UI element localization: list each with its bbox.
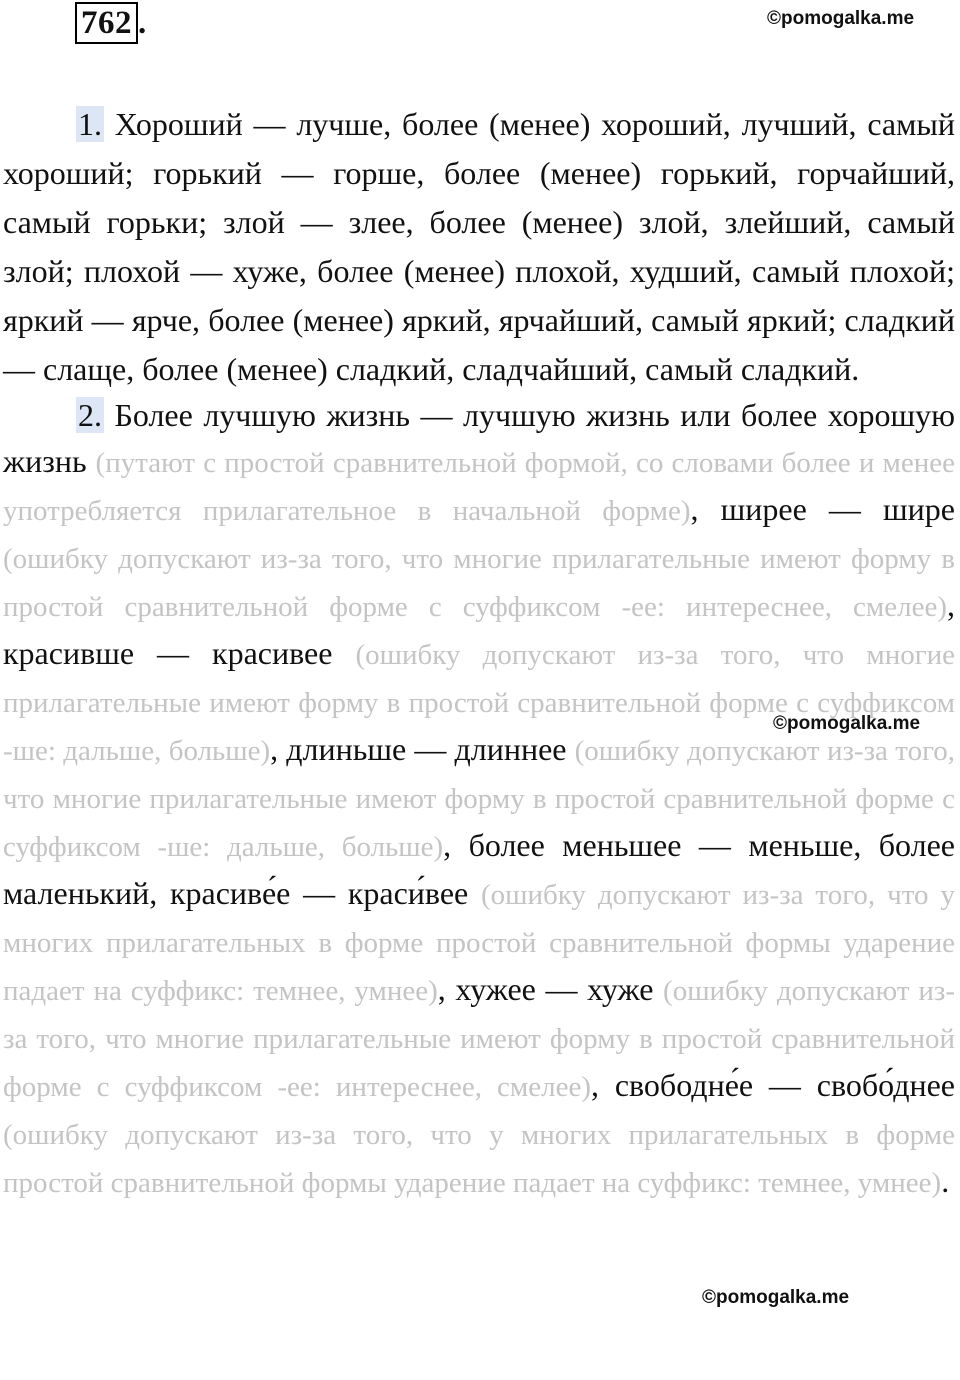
explanation-note: (ошибку допускают из-за того, что многие прилагательные имеют форму в простой сравнительной форме с суффиксом -ее: интереснее, смелее) — [3, 975, 956, 1103]
answer-segment: Более лучшую жизнь — лучшую жизнь или более хорошую жизнь — [3, 397, 955, 479]
paragraph-1 — [3, 100, 955, 394]
watermark-middle: ©pomogalka.me — [773, 713, 921, 734]
explanation-note: (путают с простой сравнительной формой, со словами более и менее употребляется прилагательное в начальной форме) — [3, 447, 956, 527]
exercise-number-dot: . — [138, 5, 147, 41]
answer-segment: , ширее — шире — [690, 491, 955, 527]
explanation-note: (ошибку допускают из-за того, что у многих прилагательных в форме простой сравнительной формы ударение падает на суффикс: темнее, умнее) — [3, 1119, 955, 1199]
exercise-number-box: 762 — [75, 2, 138, 44]
paragraph-1-number: 1. — [78, 106, 102, 142]
answer-text — [3, 100, 955, 1206]
answer-segment: , свободне́е — свобо́днее — [591, 1067, 956, 1103]
exercise-number — [75, 2, 147, 44]
paragraph-2-body — [3, 397, 955, 1199]
paragraph-2-number: 2. — [78, 397, 102, 433]
paragraph-1-text: Хороший — лучше, более (менее) хороший, лучший, самый хороший; горький — горше, более (менее) горький, горчайший, самый горьки; злой — злее, более (менее) злой, злейший, самый злой; плохой — хуже, более (менее) плохой, худший, самый плохой; яркий — ярче, более (менее) яркий, ярчайший, самый яркий; сладкий — слаще, более (менее) сладкий, сладчайший, самый сладкий. — [3, 106, 955, 387]
explanation-note: (ошибку допускают из-за того, что многие прилагательные имеют форму в простой сравнительной форме с суффиксом -ше: дальше, больше) — [3, 639, 955, 767]
answer-segment: , более меньшее — меньше, более маленький, красиве́е — краси́вее — [3, 827, 955, 911]
answer-segment: , длиньше — длиннее — [270, 731, 575, 767]
watermark-bottom: ©pomogalka.me — [702, 1287, 850, 1308]
explanation-note: (ошибку допускают из-за того, что многие прилагательные имеют форму в простой сравнительной форме с суффиксом -ше: дальше, больше) — [3, 735, 955, 863]
explanation-note: (ошибку допускают из-за того, что у многих прилагательных в форме простой сравнительной формы ударение падает на суффикс: темнее, умнее) — [3, 879, 955, 1007]
paragraph-2 — [3, 392, 955, 1206]
answer-segment: , красивше — красивее — [3, 587, 955, 671]
answer-segment: , хужее — хуже — [437, 971, 664, 1007]
watermark-top: ©pomogalka.me — [767, 8, 915, 29]
explanation-note: (ошибку допускают из-за того, что многие прилагательные имеют форму в простой сравнительной форме с суффиксом -ее: интереснее, смелее) — [3, 543, 955, 623]
answer-segment: . — [941, 1163, 950, 1199]
